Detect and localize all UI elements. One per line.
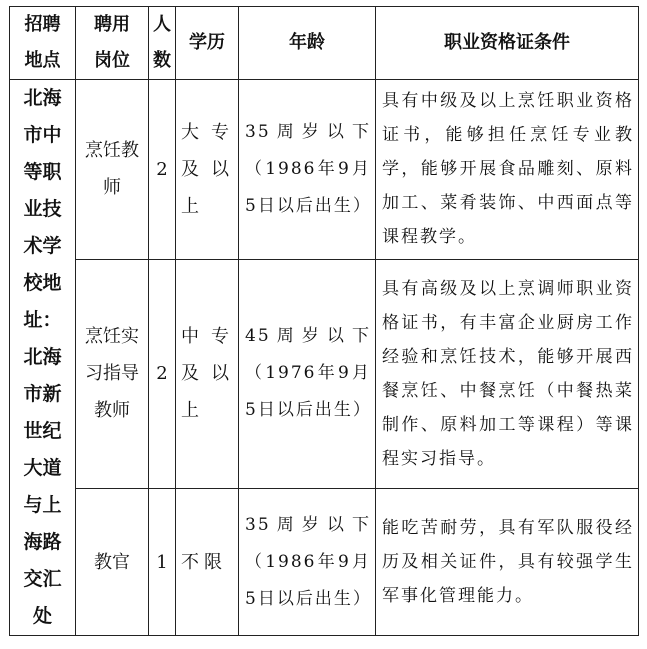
table-row (10, 259, 639, 489)
header-education: 学历 (176, 7, 239, 80)
position-cell: 教官 (76, 489, 149, 636)
count-cell: 1 (149, 489, 176, 636)
header-qualification: 职业资格证条件 (376, 7, 639, 80)
qualification-cell: 具有中级及以上烹饪职业资格证书，能够担任烹饪专业教学，能够开展食品雕刻、原料加工、菜肴装饰、中西面点等课程教学。 (376, 80, 639, 260)
recruitment-table (9, 6, 639, 636)
education-cell: 不限 (176, 489, 239, 636)
education-cell: 大专及以上 (176, 80, 239, 260)
header-position: 聘用岗位 (76, 7, 149, 80)
age-cell: 45周岁以下（1976年9月5日以后出生） (239, 259, 376, 489)
position-cell: 烹饪教师 (76, 80, 149, 260)
header-location: 招聘地点 (10, 7, 76, 80)
qualification-cell: 能吃苦耐劳，具有军队服役经历及相关证件，具有较强学生军事化管理能力。 (376, 489, 639, 636)
education-cell: 中专及以上 (176, 259, 239, 489)
position-cell: 烹饪实习指导教师 (76, 259, 149, 489)
age-cell: 35周岁以下（1986年9月5日以后出生） (239, 489, 376, 636)
count-cell: 2 (149, 259, 176, 489)
table-row (10, 489, 639, 636)
location-cell: 北海市中等职业技术学校地址：北海市新世纪大道与上海路交汇处 (10, 80, 76, 636)
header-row (10, 7, 639, 80)
age-cell: 35周岁以下（1986年9月5日以后出生） (239, 80, 376, 260)
header-count: 人数 (149, 7, 176, 80)
count-cell: 2 (149, 80, 176, 260)
header-age: 年龄 (239, 7, 376, 80)
qualification-cell: 具有高级及以上烹调师职业资格证书，有丰富企业厨房工作经验和烹饪技术，能够开展西餐烹饪、中餐烹饪（中餐热菜制作、原料加工等课程）等课程实习指导。 (376, 259, 639, 489)
table-row (10, 80, 639, 260)
